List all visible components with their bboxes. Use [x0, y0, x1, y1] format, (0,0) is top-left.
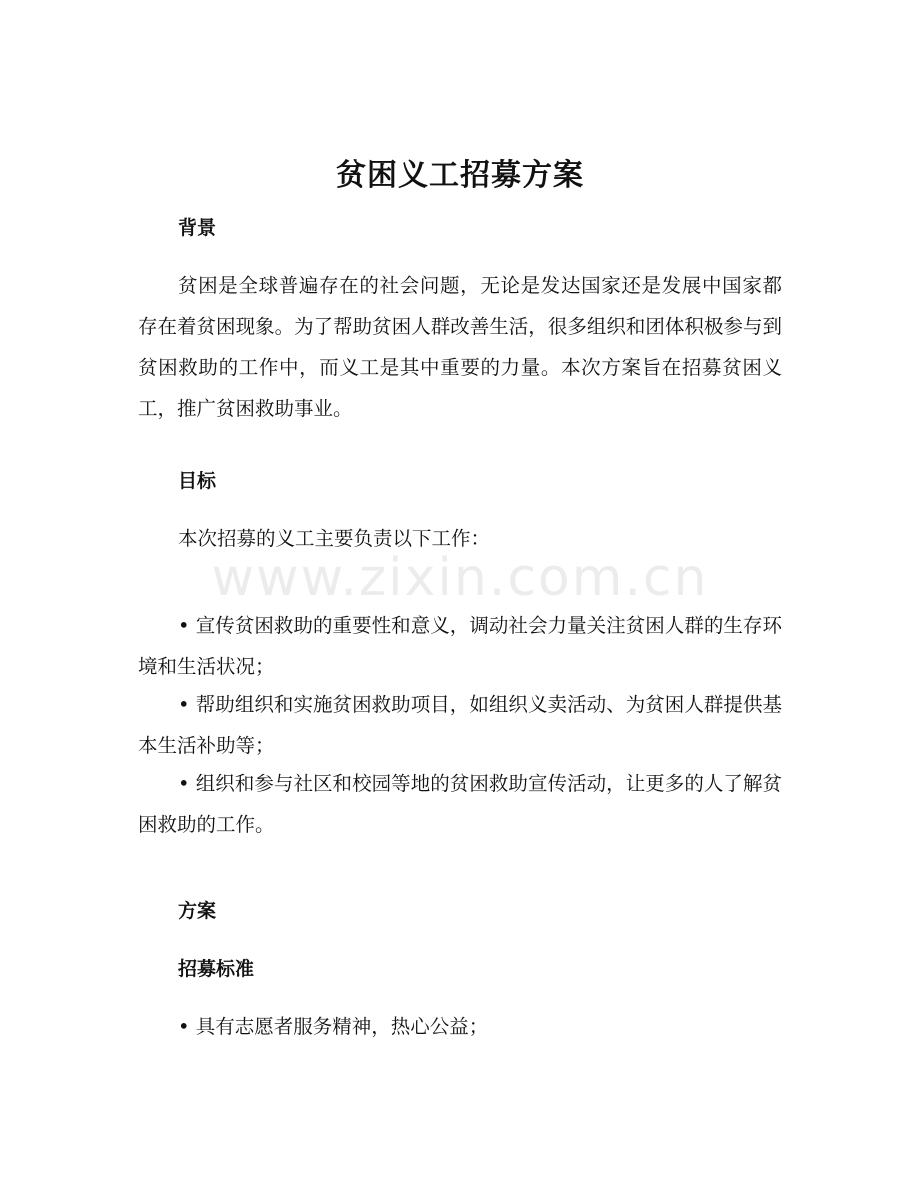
- heading-background: 背景: [178, 217, 217, 239]
- list-item-goal-1: • 宣传贫困救助的重要性和意义，调动社会力量关注贫困人群的生存环境和生活状况；: [138, 614, 782, 678]
- heading-plan: 方案: [178, 900, 217, 922]
- heading-goal: 目标: [178, 470, 217, 492]
- list-item-goal-3: • 组织和参与社区和校园等地的贫困救助宣传活动，让更多的人了解贫困救助的工作。: [138, 772, 782, 836]
- document-title: 贫困义工招募方案: [336, 158, 584, 193]
- watermark: www.zixin.com.cn: [211, 548, 709, 608]
- list-item-criteria-1: • 具有志愿者服务精神，热心公益；: [178, 1015, 489, 1038]
- list-item-goal-2: • 帮助组织和实施贫困救助项目，如组织义卖活动、为贫困人群提供基本生活补助等；: [138, 693, 782, 757]
- paragraph-goal-intro: 本次招募的义工主要负责以下工作：: [178, 527, 491, 550]
- paragraph-background: 贫困是全球普遍存在的社会问题，无论是发达国家还是发展中国家都存在着贫困现象。为了帮助贫困人群改善生活，很多组织和团体积极参与到贫困救助的工作中，而义工是其中重要的力量。本次方案旨在招募贫困义工，推广贫困救助事业。: [138, 274, 782, 420]
- heading-criteria: 招募标准: [178, 958, 255, 980]
